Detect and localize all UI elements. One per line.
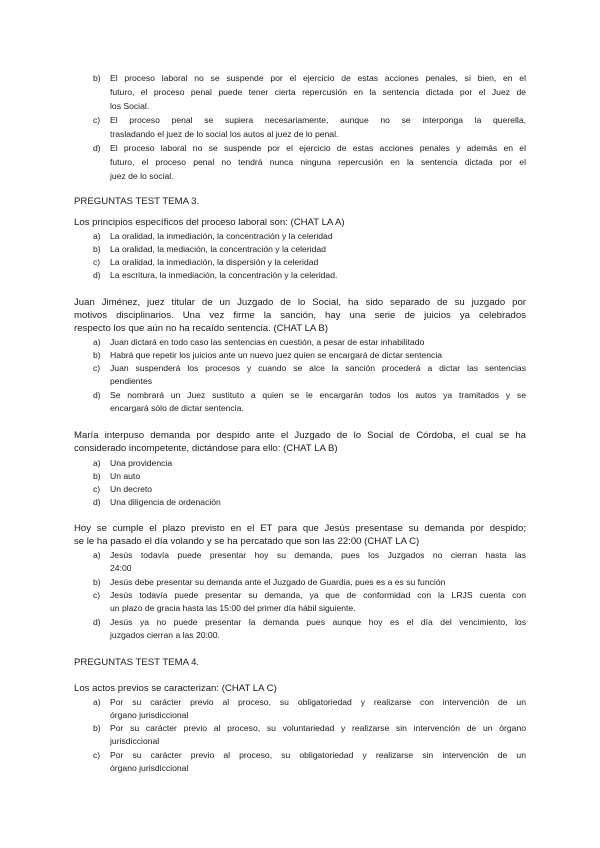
option-letter: d) — [93, 390, 101, 400]
option-text-line: Una providencia — [110, 458, 173, 468]
option-letter: c) — [93, 363, 101, 373]
question-text-line: respecto los que aún no ha recaído sentencia. (CHAT LA B) — [74, 323, 329, 334]
option-letter: d) — [93, 497, 101, 507]
option-text-line: Una diligencia de ordenación — [110, 497, 221, 507]
option-letter: a) — [93, 337, 101, 347]
question-text-line: María interpuso demanda por despido ante el Juzgado de lo Social de Córdoba, el cual se ha — [74, 430, 526, 441]
option-letter: d) — [93, 270, 101, 280]
section-heading: PREGUNTAS TEST TEMA 4. — [74, 657, 200, 668]
option-letter: b) — [93, 471, 101, 481]
option-text-line: Por su carácter previo al proceso, su obligatoriedad y realizarse con intervención de un — [110, 697, 526, 707]
option-text-line: El proceso laboral no se suspende por el ejercicio de estas acciones penales y además en el — [110, 143, 526, 153]
option-letter: b) — [93, 73, 101, 83]
option-text-line: juzgados cierran a las 20:00. — [110, 630, 220, 640]
question-text-line: Los actos previos se caracterizan: (CHAT LA C) — [74, 683, 277, 694]
option-text-line: Juan dictará en todo caso las sentencias en cuestión, a pesar de estar inhabilitado — [110, 337, 425, 347]
option-letter: a) — [93, 458, 101, 468]
option-letter: b) — [93, 723, 101, 733]
section-heading: PREGUNTAS TEST TEMA 3. — [74, 196, 200, 207]
option-text-line: El proceso penal se supiera necesariamente, aunque no se interponga la querella, — [110, 115, 526, 125]
option-letter: b) — [93, 350, 101, 360]
option-text-line: juez de lo social. — [110, 171, 174, 181]
option-text-line: Un decreto — [110, 484, 153, 494]
option-text-line: Juan suspenderá los procesos y cuando se alce la sanción procederá a dictar las sentencias — [110, 363, 526, 373]
option-text-line: Jesús todavía puede presentar su demanda, ya que de conformidad con la LRJS cuenta con — [110, 590, 526, 600]
option-letter: c) — [93, 750, 101, 760]
option-text-line: los Social. — [110, 101, 150, 111]
question-text-line: Los principios específicos del proceso laboral son: (CHAT LA A) — [74, 217, 345, 228]
option-text-line: órgano jurisdiccional — [110, 763, 189, 773]
option-text-line: La oralidad, la mediación, la concentración y la celeridad — [110, 244, 326, 254]
option-letter: c) — [93, 115, 101, 125]
option-text-line: encargará sólo de dictar sentencia. — [110, 403, 244, 413]
question-text-line: Juan Jiménez, juez titular de un Juzgado de lo Social, ha sido separado de su juzgado por — [74, 297, 526, 308]
option-text-line: futuro, el proceso penal no tendrá nunca ninguna repercusión en la sentencia dictada por el — [110, 157, 526, 167]
option-text-line: Habrá que repetir los juicios ante un nuevo juez quien se encargará de dictar sentencia — [110, 350, 443, 360]
option-letter: c) — [93, 590, 101, 600]
option-letter: d) — [93, 143, 101, 153]
option-text-line: 24:00 — [110, 563, 132, 573]
question-text-line: motivos disciplinarios. Una vez firme la sanción, hay una serie de juicios ya celebrados — [74, 310, 526, 321]
option-text-line: Por su carácter previo al proceso, su obligatoriedad y realizarse sin intervención de un — [110, 750, 526, 760]
option-letter: b) — [93, 244, 101, 254]
question-text-line: Hoy se cumple el plazo previsto en el ET para que Jesús presentase su demanda por despido; — [74, 523, 526, 534]
option-text-line: trasladando el juez de lo social los autos al juez de lo penal. — [110, 129, 339, 139]
option-text-line: La escritura, la inmediación, la concentración y la celeridad. — [110, 270, 338, 280]
option-text-line: futuro, el proceso penal puede tener cierta repercusión en la sentencia dictada por el Juez de — [110, 87, 526, 97]
option-text-line: Un auto — [110, 471, 141, 481]
option-text-line: La oralidad, la inmediación, la concentración y la celeridad — [110, 231, 333, 241]
option-text-line: órgano jurisdiccional — [110, 710, 189, 720]
option-text-line: Por su carácter previo al proceso, su voluntariedad y realizarse sin intervención de un órgano — [110, 723, 526, 733]
question-text-line: se le ha pasado el día volando y se ha percatado que son las 22:00 (CHAT LA C) — [74, 536, 420, 547]
option-letter: b) — [93, 577, 101, 587]
option-letter: a) — [93, 550, 101, 560]
option-letter: a) — [93, 231, 101, 241]
option-text-line: La oralidad, la inmediación, la dispersión y la celeridad — [110, 257, 319, 267]
option-letter: c) — [93, 257, 101, 267]
option-text-line: Jesús ya no puede presentar la demanda pues aunque hoy es el día del vencimiento, los — [110, 617, 526, 627]
option-text-line: Jesús debe presentar su demanda ante el Juzgado de Guardia, pues es a es su función — [110, 577, 446, 587]
option-text-line: Jesús todavía puede presentar hoy su demanda, pues los Juzgados no cierran hasta las — [110, 550, 526, 560]
option-text-line: Se nombrará un Juez sustituto a quien se le encargarán todos los autos ya tramitados y se — [110, 390, 526, 400]
question-text-line: considerado incompetente, dictándose para ello: (CHAT LA B) — [74, 443, 338, 454]
option-letter: a) — [93, 697, 101, 707]
option-letter: c) — [93, 484, 101, 494]
option-text-line: El proceso laboral no se suspende por el ejercicio de estas acciones penales, si bien, en el — [110, 73, 526, 83]
option-text-line: jurisdiccional — [110, 736, 160, 746]
option-text-line: un plazo de gracia hasta las 15:00 del primer día hábil siguiente. — [110, 603, 356, 613]
option-text-line: pendientes — [110, 376, 153, 386]
option-letter: d) — [93, 617, 101, 627]
